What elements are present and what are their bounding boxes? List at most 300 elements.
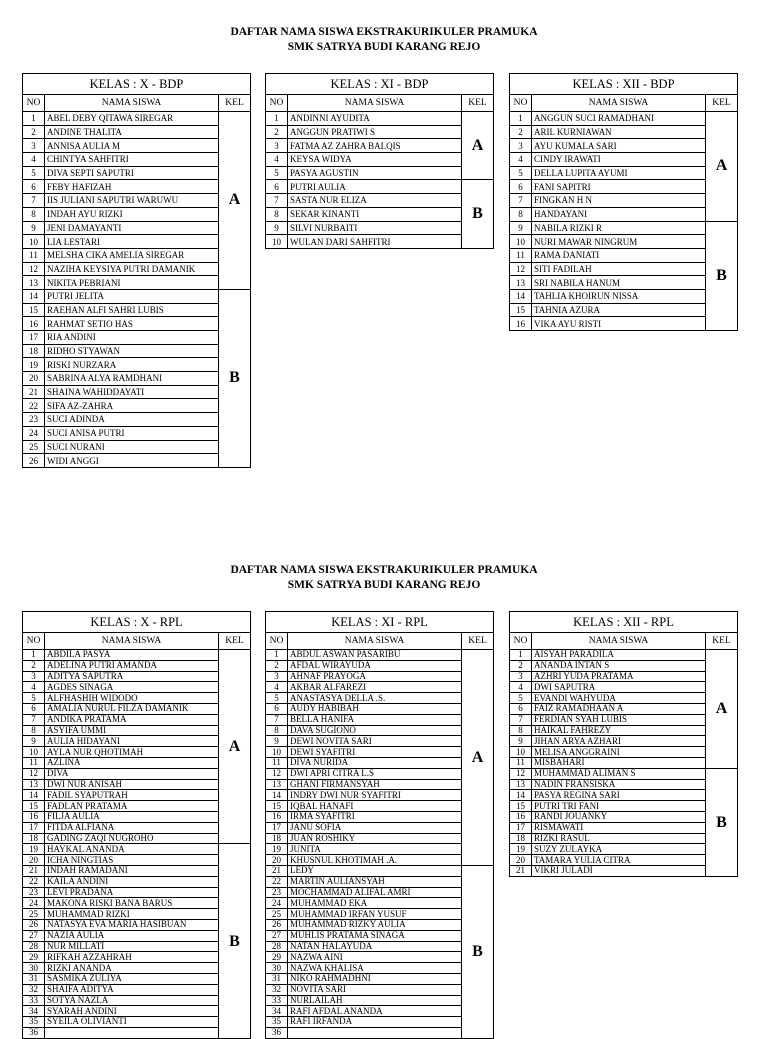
table-row [510, 166, 738, 180]
student-name: AYU KUMALA SARI [532, 139, 706, 153]
student-number: 7 [510, 194, 532, 208]
student-number: 25 [23, 440, 45, 454]
student-name: VIKA AYU RISTI [532, 317, 706, 331]
student-number: 8 [510, 207, 532, 221]
student-number: 30 [23, 963, 45, 974]
student-number: 2 [266, 125, 288, 139]
student-name: SYARAH ANDINI [45, 1006, 219, 1017]
student-number: 3 [510, 139, 532, 153]
student-number: 14 [510, 289, 532, 303]
student-name: GADING ZAQI NUGROHO [45, 833, 219, 844]
table-row [266, 166, 494, 180]
student-name: ADITYA SAPUTRA [45, 671, 219, 682]
student-name: NUR MILLATI [45, 941, 219, 952]
student-number: 12 [23, 262, 45, 276]
student-name: LIA LESTARI [45, 235, 219, 249]
table-row [510, 650, 738, 661]
student-name: LEVI PRADANA [45, 887, 219, 898]
student-number: 3 [23, 671, 45, 682]
table-row [510, 811, 738, 822]
student-number: 35 [266, 1017, 288, 1028]
student-name: AYLA NUR QHOTIMAH [45, 747, 219, 758]
group-label: B [462, 180, 494, 248]
student-name: DEWI SYAFITRI [288, 747, 462, 758]
group-column-header: KEL [706, 633, 738, 650]
table-row [23, 682, 251, 693]
table-row [23, 811, 251, 822]
student-name: NOVITA SARI [288, 984, 462, 995]
column-header-row [510, 633, 738, 650]
student-name: NADIN FRANSISKA [532, 779, 706, 790]
student-number: 6 [23, 180, 45, 194]
student-name: AFDAL WIRAYUDA [288, 660, 462, 671]
student-name: DIVA [45, 768, 219, 779]
class-table [509, 611, 738, 877]
student-name: SHAIFA ADITYA [45, 984, 219, 995]
student-number: 17 [266, 822, 288, 833]
table-row [23, 919, 251, 930]
group-label: A [706, 650, 738, 769]
group-column-header: KEL [219, 633, 251, 650]
class-title: KELAS : XII - BDP [510, 74, 738, 95]
student-name: JUAN ROSHIKY [288, 833, 462, 844]
student-number: 13 [266, 779, 288, 790]
student-name: FATMA AZ ZAHRA BALQIS [288, 139, 462, 153]
student-number: 13 [510, 779, 532, 790]
student-name: FITDA ALFIANA [45, 822, 219, 833]
table-row [23, 747, 251, 758]
student-number: 2 [510, 660, 532, 671]
table-row [266, 714, 494, 725]
table-row [23, 166, 251, 180]
student-number: 9 [510, 221, 532, 235]
table-row [23, 671, 251, 682]
student-number: 30 [266, 963, 288, 974]
student-name: ARIL KURNIAWAN [532, 125, 706, 139]
student-number: 23 [23, 413, 45, 427]
table-row [266, 1027, 494, 1038]
student-number: 13 [510, 276, 532, 290]
student-number: 4 [510, 153, 532, 167]
student-name: NABILA RIZKI R [532, 221, 706, 235]
table-row [510, 139, 738, 153]
table-row [23, 887, 251, 898]
table-row [23, 426, 251, 440]
table-row [266, 671, 494, 682]
table-row [266, 909, 494, 920]
student-number: 33 [23, 995, 45, 1006]
student-name: SIFA AZ-ZAHRA [45, 399, 219, 413]
student-name: AULIA HIDAYANI [45, 736, 219, 747]
table-row [266, 822, 494, 833]
student-number: 3 [266, 139, 288, 153]
table-row [266, 747, 494, 758]
student-name: TAHNIA AZURA [532, 303, 706, 317]
student-number: 11 [266, 757, 288, 768]
table-row [510, 703, 738, 714]
student-number: 8 [510, 725, 532, 736]
table-row [510, 757, 738, 768]
table-row [23, 331, 251, 345]
student-number: 12 [510, 262, 532, 276]
student-number: 21 [266, 865, 288, 876]
student-name: FERDIAN SYAH LUBIS [532, 714, 706, 725]
table-row [266, 153, 494, 167]
no-column-header: NO [510, 633, 532, 650]
table-row [23, 909, 251, 920]
student-name: SASTA NUR ELIZA [288, 194, 462, 208]
student-number: 25 [23, 909, 45, 920]
student-name: AKBAR ALFAREZI [288, 682, 462, 693]
table-row [266, 207, 494, 221]
student-name: RAHMAT SETIO HAS [45, 317, 219, 331]
heading-line: DAFTAR NAMA SISWA EKSTRAKURIKULER PRAMUKA [230, 26, 538, 38]
student-name: ANNISA AULIA M [45, 139, 219, 153]
student-number: 20 [23, 372, 45, 386]
student-name: PUTRI AULIA [288, 180, 462, 194]
student-number: 4 [510, 682, 532, 693]
group-label: A [462, 650, 494, 866]
table-row [23, 180, 251, 194]
student-number: 36 [23, 1027, 45, 1038]
student-name: TAHLIA KHOIRUN NISSA [532, 289, 706, 303]
table-row [23, 413, 251, 427]
student-name: AISYAH PARADILA [532, 650, 706, 661]
table-row [23, 440, 251, 454]
group-column-header: KEL [219, 95, 251, 112]
student-name: IIS JULIANI SAPUTRI WARUWU [45, 194, 219, 208]
no-column-header: NO [266, 95, 288, 112]
student-name: ICHA NINGTIAS [45, 855, 219, 866]
student-name: PASYA AGUSTIN [288, 166, 462, 180]
student-number: 3 [266, 671, 288, 682]
group-column-header: KEL [462, 95, 494, 112]
student-number: 16 [23, 811, 45, 822]
student-number: 6 [510, 180, 532, 194]
student-name: TAMARA YULIA CITRA [532, 855, 706, 866]
student-name: MELISA ANGGRAINI [532, 747, 706, 758]
student-name: ANDIKA PRATAMA [45, 714, 219, 725]
student-name: SEKAR KINANTI [288, 207, 462, 221]
student-name: MAKONA RISKI BANA BARUS [45, 898, 219, 909]
table-row [23, 317, 251, 331]
table-row [510, 682, 738, 693]
student-number: 20 [23, 855, 45, 866]
student-number: 26 [23, 919, 45, 930]
student-number: 2 [23, 660, 45, 671]
student-name: NATASYA EVA MARIA HASIBUAN [45, 919, 219, 930]
table-row [266, 930, 494, 941]
student-number: 9 [266, 221, 288, 235]
student-number: 28 [266, 941, 288, 952]
class-table [22, 73, 251, 468]
table-row [266, 757, 494, 768]
student-name: NURLAILAH [288, 995, 462, 1006]
student-number: 15 [266, 801, 288, 812]
student-name: VIKRI JULADI [532, 865, 706, 876]
column-header-row [266, 633, 494, 650]
student-name: CINDY IRAWATI [532, 153, 706, 167]
student-number: 1 [23, 650, 45, 661]
table-row [266, 125, 494, 139]
table-row [23, 1006, 251, 1017]
student-number: 31 [266, 973, 288, 984]
student-number: 7 [23, 714, 45, 725]
group-label: B [219, 844, 251, 1038]
table-row [266, 811, 494, 822]
student-number: 4 [23, 682, 45, 693]
table-row [510, 833, 738, 844]
table-row [266, 650, 494, 661]
student-name: ALFHASHIH WIDODO [45, 693, 219, 704]
student-name: SILVI NURBAITI [288, 221, 462, 235]
student-name: ANASTASYA DELLA .S. [288, 693, 462, 704]
student-name: SABRINA ALYA RAMDHANI [45, 372, 219, 386]
table-row [266, 865, 494, 876]
student-number: 14 [23, 790, 45, 801]
student-number: 29 [23, 952, 45, 963]
table-row [510, 725, 738, 736]
table-row [266, 180, 494, 194]
student-name: KAILA ANDINI [45, 876, 219, 887]
student-name: SUCI NURANI [45, 440, 219, 454]
student-name: INDAH RAMADANI [45, 865, 219, 876]
table-row [266, 768, 494, 779]
student-name: RISKI NURZARA [45, 358, 219, 372]
student-name: SRI NABILA HANUM [532, 276, 706, 290]
table-row [266, 725, 494, 736]
student-number: 16 [510, 317, 532, 331]
student-name: MELSHA CIKA AMELIA SIREGAR [45, 248, 219, 262]
student-number: 4 [266, 153, 288, 167]
student-number: 16 [510, 811, 532, 822]
student-name: LEDY [288, 865, 462, 876]
table-row [23, 865, 251, 876]
student-number: 28 [23, 941, 45, 952]
student-name: JUNITA [288, 844, 462, 855]
table-row [510, 180, 738, 194]
student-number: 2 [266, 660, 288, 671]
table-row [23, 303, 251, 317]
student-number: 5 [266, 693, 288, 704]
student-name: DWI APRI CITRA L.S [288, 768, 462, 779]
table-row [23, 207, 251, 221]
group-label: A [706, 112, 738, 222]
student-name: SASMIKA ZULIYA [45, 973, 219, 984]
table-row [510, 671, 738, 682]
class-table [265, 73, 494, 249]
class-title: KELAS : XI - BDP [266, 74, 494, 95]
student-name: INDRY DWI NUR SYAFITRI [288, 790, 462, 801]
student-number: 14 [510, 790, 532, 801]
table-row [266, 963, 494, 974]
student-number: 22 [23, 876, 45, 887]
table-row [510, 736, 738, 747]
table-row [23, 963, 251, 974]
student-name: ANGGUN PRATIWI S [288, 125, 462, 139]
table-row [510, 207, 738, 221]
table-row [510, 262, 738, 276]
table-row [266, 973, 494, 984]
student-number: 23 [266, 887, 288, 898]
student-number: 11 [23, 757, 45, 768]
table-row [23, 790, 251, 801]
student-name: DWI NUR ANISAH [45, 779, 219, 790]
column-header-row [510, 95, 738, 112]
student-number: 9 [266, 736, 288, 747]
student-number: 3 [510, 671, 532, 682]
student-name: EVANDI WAHYUDA [532, 693, 706, 704]
student-name: RIA ANDINI [45, 331, 219, 345]
student-number: 1 [510, 112, 532, 126]
student-name: IRMA SYAFITRI [288, 811, 462, 822]
table-row [23, 768, 251, 779]
student-number: 9 [23, 221, 45, 235]
student-number: 6 [266, 703, 288, 714]
table-row [266, 833, 494, 844]
table-row [23, 703, 251, 714]
student-number: 29 [266, 952, 288, 963]
student-name: ANANDA INTAN S [532, 660, 706, 671]
student-name: ASYIFA UMMI [45, 725, 219, 736]
table-row [510, 779, 738, 790]
student-number: 24 [266, 898, 288, 909]
student-number: 13 [23, 779, 45, 790]
table-row [510, 747, 738, 758]
student-name: JIHAN ARYA AZHARI [532, 736, 706, 747]
table-row [266, 952, 494, 963]
student-name: KHUSNUL KHOTIMAH .A. [288, 855, 462, 866]
student-number: 17 [510, 822, 532, 833]
student-number: 5 [266, 166, 288, 180]
student-number: 15 [510, 303, 532, 317]
table-row [23, 262, 251, 276]
column-header-row [266, 95, 494, 112]
student-name: PUTRI JELITA [45, 289, 219, 303]
table-row [510, 112, 738, 126]
student-name: RISMAWATI [532, 822, 706, 833]
group-column-header: KEL [462, 633, 494, 650]
student-number: 10 [23, 235, 45, 249]
table-row [266, 779, 494, 790]
table-row [23, 1027, 251, 1038]
table-row [510, 660, 738, 671]
table-row [23, 372, 251, 386]
table-row [266, 221, 494, 235]
student-number: 5 [23, 166, 45, 180]
table-row [510, 317, 738, 331]
table-row [23, 276, 251, 290]
group-label: B [706, 768, 738, 876]
table-row [510, 768, 738, 779]
student-name: ANDINE THALITA [45, 125, 219, 139]
student-number: 8 [266, 725, 288, 736]
student-number: 2 [510, 125, 532, 139]
table-row [510, 276, 738, 290]
table-row [23, 930, 251, 941]
class-title: KELAS : XI - RPL [266, 612, 494, 633]
table-row [510, 855, 738, 866]
table-row [266, 855, 494, 866]
student-name: FINGKAN H N [532, 194, 706, 208]
student-name: INDAH AYU RIZKI [45, 207, 219, 221]
student-name: NATAN HALAYUDA [288, 941, 462, 952]
table-row [510, 844, 738, 855]
table-row [266, 876, 494, 887]
student-name: AGDES SINAGA [45, 682, 219, 693]
student-name: NURI MAWAR NINGRUM [532, 235, 706, 249]
student-number: 26 [266, 919, 288, 930]
student-name: JANU SOFIA [288, 822, 462, 833]
table-row [23, 725, 251, 736]
student-number: 10 [266, 747, 288, 758]
group-label: A [462, 112, 494, 180]
student-name: RAEHAN ALFI SAHRI LUBIS [45, 303, 219, 317]
student-name: AHNAF PRAYOGA [288, 671, 462, 682]
student-number: 14 [23, 289, 45, 303]
student-name: IQBAL HANAFI [288, 801, 462, 812]
table-row [266, 1017, 494, 1028]
table-row [266, 736, 494, 747]
student-name: SUZY ZULAYKA [532, 844, 706, 855]
student-name: DWI SAPUTRA [532, 682, 706, 693]
student-number: 12 [266, 768, 288, 779]
student-name: FEBY HAFIZAH [45, 180, 219, 194]
student-name: NAZWA AINI [288, 952, 462, 963]
student-number: 18 [266, 833, 288, 844]
student-number: 17 [23, 331, 45, 345]
student-number: 3 [23, 139, 45, 153]
student-name: CHINTYA SAHFITRI [45, 153, 219, 167]
student-name: RANDI JOUANKY [532, 811, 706, 822]
student-number: 32 [266, 984, 288, 995]
student-name: FANI SAPITRI [532, 180, 706, 194]
student-name [45, 1027, 219, 1038]
table-row [266, 941, 494, 952]
table-row [266, 1006, 494, 1017]
student-number: 6 [510, 703, 532, 714]
student-name: DIVA SEPTI SAPUTRI [45, 166, 219, 180]
student-name: GHANI FIRMANSYAH [288, 779, 462, 790]
table-row [23, 736, 251, 747]
table-row [23, 650, 251, 661]
table-row [23, 822, 251, 833]
table-row [23, 876, 251, 887]
table-row [23, 898, 251, 909]
student-number: 12 [23, 768, 45, 779]
name-column-header: NAMA SISWA [532, 95, 706, 112]
table-row [23, 125, 251, 139]
student-number: 34 [23, 1006, 45, 1017]
student-number: 7 [510, 714, 532, 725]
student-name: RIFKAH AZZAHRAH [45, 952, 219, 963]
table-row [266, 235, 494, 249]
table-row [266, 703, 494, 714]
student-name: PASYA REGINA SARI [532, 790, 706, 801]
student-name [288, 1027, 462, 1038]
student-number: 19 [510, 844, 532, 855]
student-name: MOCHAMMAD ALIFAL AMRI [288, 887, 462, 898]
student-number: 17 [23, 822, 45, 833]
student-name: RIDHO STYAWAN [45, 344, 219, 358]
student-name: BELLA HANIFA [288, 714, 462, 725]
student-name: HAYKAL ANANDA [45, 844, 219, 855]
table-row [23, 385, 251, 399]
table-row [23, 344, 251, 358]
student-name: AZLINA [45, 757, 219, 768]
name-column-header: NAMA SISWA [45, 95, 219, 112]
heading-line: DAFTAR NAMA SISWA EKSTRAKURIKULER PRAMUKA [230, 564, 538, 576]
